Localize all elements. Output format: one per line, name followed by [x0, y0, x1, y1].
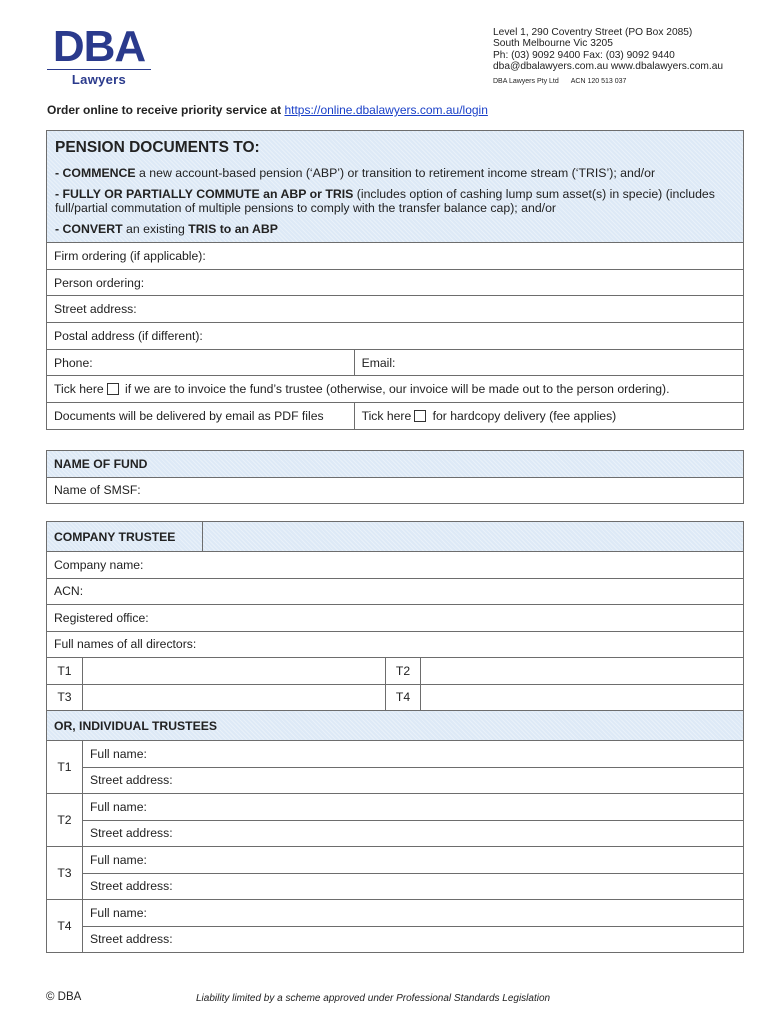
phone-field[interactable]: Phone: — [47, 349, 355, 376]
director-t1-field[interactable] — [82, 658, 385, 685]
company-acn — [493, 76, 723, 87]
commute-text: (includes option of cashing lump sum asset(s) in specie) (includes full/partial commutation of multiple pensions to comply with the transfer balance cap); and/or — [55, 186, 715, 215]
directors-label: Full names of all directors: — [47, 631, 744, 658]
hardcopy-text: for hardcopy delivery (fee applies) — [429, 408, 617, 423]
acn-number: ACN 120 513 037 — [570, 78, 627, 86]
convert-bold-2: TRIS to an ABP — [188, 221, 278, 236]
footer-liability: Liability limited by a scheme approved under Professional Standards Legislation — [196, 993, 551, 1004]
director-t2-field[interactable] — [421, 658, 744, 685]
individual-t2-label: T2 — [47, 794, 83, 847]
commute-bold: - FULLY OR PARTIALLY COMMUTE an ABP or TRIS — [55, 186, 354, 201]
individual-t3-street-field[interactable]: Street address: — [82, 873, 743, 900]
commence-line — [55, 166, 735, 181]
smsf-name-field[interactable]: Name of SMSF: — [47, 477, 744, 504]
director-t4-label: T4 — [385, 684, 421, 711]
company-trustee-title-fill — [202, 522, 743, 552]
commence-bold: - COMMENCE — [55, 166, 136, 180]
footer-copyright: © DBA — [46, 991, 82, 1003]
firm-ordering-field[interactable]: Firm ordering (if applicable): — [47, 243, 744, 270]
postal-address-field[interactable]: Postal address (if different): — [47, 323, 744, 350]
individual-trustees-title: OR, INDIVIDUAL TRUSTEES — [47, 711, 744, 741]
individual-t2-name-field[interactable]: Full name: — [82, 794, 743, 821]
invoice-trustee-checkbox[interactable] — [107, 383, 119, 395]
address-line2: South Melbourne Vic 3205 — [493, 38, 613, 50]
individual-t4-street-field[interactable]: Street address: — [82, 926, 743, 953]
address-line3: Ph: (03) 9092 9400 Fax: (03) 9092 9440 — [493, 49, 675, 61]
individual-t2-street-field[interactable]: Street address: — [82, 820, 743, 847]
invoice-trustee-text: if we are to invoice the fund’s trustee (otherwise, our invoice will be made out to the person ordering). — [121, 382, 670, 397]
dba-logo — [47, 22, 151, 88]
pension-title: PENSION DOCUMENTS TO: — [55, 139, 260, 156]
person-ordering-field[interactable]: Person ordering: — [47, 269, 744, 296]
director-t1-label: T1 — [47, 658, 83, 685]
company-trustee-title: COMPANY TRUSTEE — [47, 522, 203, 552]
order-link[interactable]: https://online.dbalawyers.com.au/login — [284, 103, 488, 117]
fund-table — [46, 450, 744, 504]
logo-sub: Lawyers — [71, 72, 127, 87]
director-t3-label: T3 — [47, 684, 83, 711]
individual-t1-label: T1 — [47, 741, 83, 794]
fund-title: NAME OF FUND — [47, 451, 744, 478]
hardcopy-checkbox[interactable] — [414, 410, 426, 422]
tick-label: Tick here — [54, 382, 104, 397]
street-address-field[interactable]: Street address: — [47, 296, 744, 323]
director-t2-label: T2 — [385, 658, 421, 685]
email-field[interactable]: Email: — [354, 349, 743, 376]
individual-t3-label: T3 — [47, 847, 83, 900]
pdf-delivery-note: Documents will be delivered by email as PDF files — [47, 403, 355, 430]
trustee-table — [46, 521, 744, 953]
invoice-trustee-row — [47, 376, 744, 403]
director-t3-field[interactable] — [82, 684, 385, 711]
commence-text: a new account-based pension (‘ABP’) or transition to retirement income stream (‘TRIS’); and/or — [135, 166, 656, 180]
hardcopy-tick-label: Tick here — [361, 408, 412, 423]
order-online — [47, 103, 488, 117]
pension-order-table — [46, 130, 744, 430]
hardcopy-row — [354, 403, 743, 430]
individual-t1-name-field[interactable]: Full name: — [82, 741, 743, 768]
commute-line — [55, 187, 735, 216]
convert-line — [55, 222, 735, 237]
pension-header — [47, 131, 744, 243]
firm-address — [493, 27, 723, 87]
individual-t4-label: T4 — [47, 900, 83, 953]
company-name: DBA Lawyers Pty Ltd — [493, 78, 559, 86]
logo-mark: DBA — [52, 22, 146, 71]
address-line4: dba@dbalawyers.com.au www.dbalawyers.com.au — [493, 60, 724, 72]
individual-t1-street-field[interactable]: Street address: — [82, 767, 743, 794]
acn-field[interactable]: ACN: — [47, 578, 744, 605]
individual-t3-name-field[interactable]: Full name: — [82, 847, 743, 874]
company-name-field[interactable]: Company name: — [47, 552, 744, 579]
registered-office-field[interactable]: Registered office: — [47, 605, 744, 632]
pension-header-cell — [47, 131, 744, 243]
convert-bold: - CONVERT — [55, 221, 123, 236]
director-t4-field[interactable] — [421, 684, 744, 711]
address-line1: Level 1, 290 Coventry Street (PO Box 2085) — [493, 27, 693, 38]
convert-text: an existing — [122, 221, 189, 236]
individual-t4-name-field[interactable]: Full name: — [82, 900, 743, 927]
order-text: Order online to receive priority service at — [47, 103, 285, 117]
